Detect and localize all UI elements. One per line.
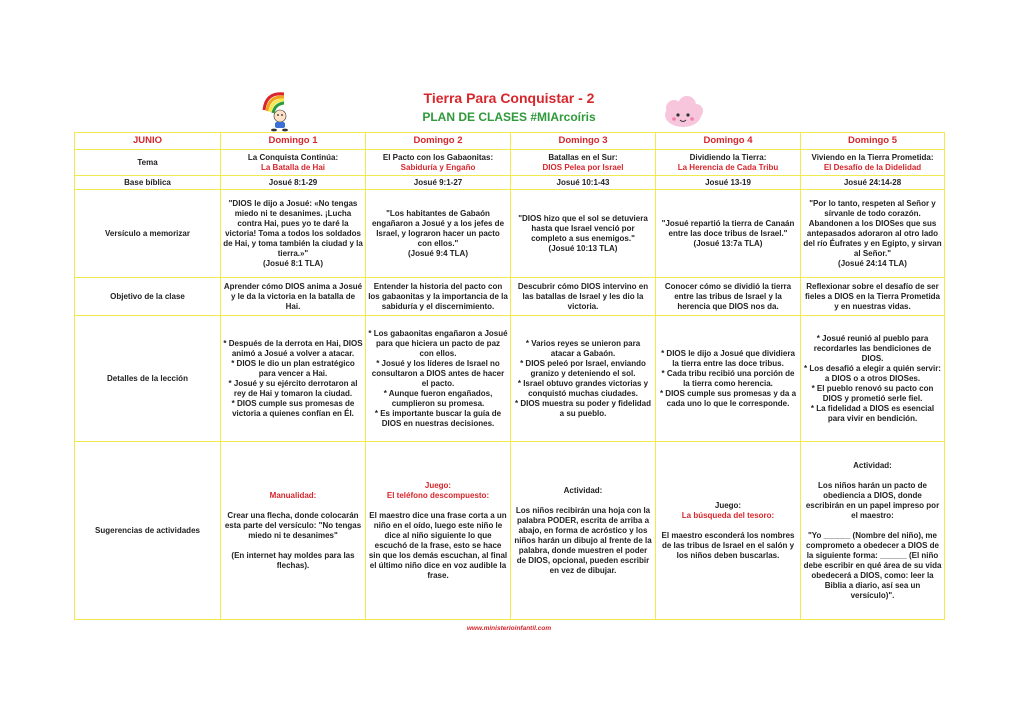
objetivo-cell: Entender la historia del pacto con los gabaonitas y la importancia de la sabiduría y el discernimiento.	[366, 278, 511, 316]
list-item: * Josué reunió al pueblo para recordarles las bendiciones de DIOS.	[813, 333, 932, 363]
row-label-detalles: Detalles de la lección	[75, 316, 221, 442]
objetivo-cell: Reflexionar sobre el desafío de ser fieles a DIOS en la Tierra Prometida y en nuestras vidas.	[801, 278, 945, 316]
list-item: * DIOS peleó por Israel, enviando granizo y deteniendo el sol.	[520, 358, 646, 378]
versiculo-cell	[801, 190, 945, 278]
tema-line2: La Batalla de Hai	[260, 162, 326, 172]
versiculo-text: "DIOS le dijo a Josué: «No tengas miedo ni te desanimes. ¡Lucha contra Hai, pues yo te daré la victoria! Toma a todos los soldados de Hai, y toma también la ciudad y la tierra.»"	[223, 198, 363, 258]
footer-website-link[interactable]: www.ministerioinfantil.com	[466, 625, 552, 632]
row-detalles	[75, 316, 945, 442]
column-header-sunday-3: Domingo 3	[511, 133, 656, 150]
lesson-plan-table	[74, 132, 945, 620]
versiculo-ref: (Josué 10:13 TLA)	[548, 243, 618, 253]
activity-body: El maestro esconderá los nombres de las tribus de Israel en el salón y los niños deben buscarlas.	[661, 530, 795, 560]
sugerencias-cell	[801, 442, 945, 620]
page-title: Tierra Para Conquistar - 2	[423, 90, 595, 106]
list-item: * Los desafió a elegir a quién servir: a DIOS o a otros DIOSes.	[804, 363, 941, 383]
objetivo-cell: Descubrir cómo DIOS intervino en las batallas de Israel y les dio la victoria.	[511, 278, 656, 316]
base-cell: Josué 24:14-28	[801, 176, 945, 190]
versiculo-cell	[656, 190, 801, 278]
activity-body: Crear una flecha, donde colocarán esta parte del versículo: "No tengas miedo ni te desanimes"	[224, 510, 362, 540]
tema-cell	[656, 150, 801, 176]
column-header-sunday-2: Domingo 2	[366, 133, 511, 150]
tema-line1: Dividiendo la Tierra:	[689, 152, 767, 162]
activity-heading: Manualidad:	[269, 490, 317, 500]
sugerencias-cell	[656, 442, 801, 620]
tema-cell	[221, 150, 366, 176]
row-label-versiculo: Versículo a memorizar	[75, 190, 221, 278]
detalles-cell	[511, 316, 656, 442]
lesson-plan-page	[0, 72, 1018, 648]
base-cell: Josué 10:1-43	[511, 176, 656, 190]
sugerencias-cell	[511, 442, 656, 620]
row-label-sugerencias: Sugerencias de actividades	[75, 442, 221, 620]
list-item: * Es importante buscar la guía de DIOS en nuestras decisiones.	[374, 408, 502, 428]
tema-line2: La Herencia de Cada Tribu	[677, 162, 779, 172]
list-item: * La fidelidad a DIOS es esencial para vivir en bendición.	[810, 403, 935, 423]
list-item: * El pueblo renovó su pacto con DIOS y prometió serle fiel.	[811, 383, 934, 403]
list-item: * Israel obtuvo grandes victorias y conquistó muchas ciudades.	[517, 378, 649, 398]
table-header-row	[75, 133, 945, 150]
list-item: * DIOS cumple sus promesas de victoria a quienes confían en Él.	[231, 398, 355, 418]
row-objetivo	[75, 278, 945, 316]
versiculo-cell	[511, 190, 656, 278]
tema-cell	[801, 150, 945, 176]
sugerencias-cell	[221, 442, 366, 620]
tema-line2: El Desafío de la Didelidad	[823, 162, 922, 172]
row-label-tema: Tema	[75, 150, 221, 176]
page-subtitle: PLAN DE CLASES #MIArcoíris	[422, 110, 596, 124]
list-item: * Josué y su ejército derrotaron al rey de Hai y tomaron la ciudad.	[228, 378, 358, 398]
tema-line1: Viviendo en la Tierra Prometida:	[811, 152, 934, 162]
row-sugerencias	[75, 442, 945, 620]
activity-note: (En internet hay moldes para las flechas).	[231, 550, 355, 570]
tema-line1: La Conquista Continúa:	[247, 152, 339, 162]
list-item: * Los gabaonitas engañaron a Josué para que hiciera un pacto de paz con ellos.	[368, 328, 508, 358]
versiculo-cell	[221, 190, 366, 278]
column-header-sunday-5: Domingo 5	[801, 133, 945, 150]
tema-line1: El Pacto con los Gabaonitas:	[382, 152, 494, 162]
activity-subheading: El teléfono descompuesto:	[386, 490, 490, 500]
activity-body: El maestro dice una frase corta a un niño en el oído, luego este niño le dice al niño siguiente lo que escuchó de la frase, esto se hace sin que los demás escuchan, al final el último niño dice en voz audible la frase.	[368, 510, 508, 580]
detalles-cell	[366, 316, 511, 442]
column-header-month: JUNIO	[75, 133, 221, 150]
detalles-cell	[656, 316, 801, 442]
objetivo-cell: Conocer cómo se dividió la tierra entre las tribus de Israel y la herencia que DIOS nos da.	[656, 278, 801, 316]
detalles-cell	[221, 316, 366, 442]
column-header-sunday-4: Domingo 4	[656, 133, 801, 150]
tema-line2: Sabiduría y Engaño	[400, 162, 476, 172]
versiculo-text: "DIOS hizo que el sol se detuviera hasta que Israel venció por completo a sus enemigos."	[518, 213, 648, 243]
list-item: * Varios reyes se unieron para atacar a Gabaón.	[525, 338, 641, 358]
tema-cell	[511, 150, 656, 176]
versiculo-ref: (Josué 9:4 TLA)	[407, 248, 468, 258]
activity-heading: Juego:	[424, 480, 452, 490]
sugerencias-cell	[366, 442, 511, 620]
list-item: * DIOS le dio un plan estratégico para vencer a Hai.	[231, 358, 355, 378]
activity-body: Los niños harán un pacto de obediencia a DIOS, donde escribirán en un papel impreso por el maestro:	[805, 480, 940, 520]
activity-subheading: La búsqueda del tesoro:	[681, 510, 775, 520]
cloud-mascot-icon	[660, 94, 706, 132]
versiculo-cell	[366, 190, 511, 278]
versiculo-text: "Por lo tanto, respeten al Señor y sírvanle de todo corazón. Abandonen a los DIOSes que sus antepasados adoraron al otro lado del río Éufrates y en Egipto, y sirvan al Señor."	[803, 198, 942, 258]
row-label-objetivo: Objetivo de la clase	[75, 278, 221, 316]
header	[0, 80, 1018, 140]
tema-cell	[366, 150, 511, 176]
objetivo-cell: Aprender cómo DIOS anima a Josué y le da la victoria en la batalla de Hai.	[221, 278, 366, 316]
versiculo-text: "Los habitantes de Gabaón engañaron a Josué y a los jefes de Israel, y lograron hacer un pacto con ellos."	[371, 208, 505, 248]
detalles-cell	[801, 316, 945, 442]
list-item: * Después de la derrota en Hai, DIOS animó a Josué a volver a atacar.	[223, 338, 363, 358]
list-item: * DIOS cumple sus promesas y da a cada uno lo que le corresponde.	[659, 388, 797, 408]
versiculo-text: "Josué repartió la tierra de Canaán entre las doce tribus de Israel."	[661, 218, 795, 238]
column-header-sunday-1: Domingo 1	[221, 133, 366, 150]
row-base-biblica	[75, 176, 945, 190]
activity-note: "Yo ______ (Nombre del niño), me comprometo a obedecer a DIOS de la siguiente forma: ______ (El niño debe escribir en qué área de su vida obedecerá a DIOS, como: leer la Biblia a diario, así sea un versículo)".	[803, 530, 942, 600]
tema-line1: Batallas en el Sur:	[548, 152, 618, 162]
versiculo-ref: (Josué 24:14 TLA)	[838, 258, 907, 268]
base-cell: Josué 13-19	[656, 176, 801, 190]
row-label-base-biblica: Base bíblica	[75, 176, 221, 190]
base-cell: Josué 8:1-29	[221, 176, 366, 190]
versiculo-ref: (Josué 8:1 TLA)	[262, 258, 323, 268]
activity-heading: Juego:	[714, 500, 742, 510]
list-item: * Josué y los líderes de Israel no consultaron a DIOS antes de hacer el pacto.	[371, 358, 505, 388]
list-item: * DIOS le dijo a Josué que dividiera la tierra entre las doce tribus.	[661, 348, 795, 368]
list-item: * DIOS muestra su poder y fidelidad a su pueblo.	[514, 398, 652, 418]
activity-heading: Actividad:	[853, 460, 892, 470]
row-tema	[75, 150, 945, 176]
list-item: * Aunque fueron engañados, cumplieron su promesa.	[383, 388, 493, 408]
base-cell: Josué 9:1-27	[366, 176, 511, 190]
versiculo-ref: (Josué 13:7a TLA)	[693, 238, 763, 248]
activity-body: Los niños recibirán una hoja con la palabra PODER, escrita de arriba a abajo, en forma de acróstico y los niños harán un dibujo al frente de la palabra, donde muestren el poder de DIOS, opcional, pueden escribir en vez de dibujar.	[514, 505, 652, 575]
row-versiculo	[75, 190, 945, 278]
list-item: * Cada tribu recibió una porción de la tierra como herencia.	[661, 368, 795, 388]
tema-line2: DIOS Pelea por Israel	[542, 162, 624, 172]
activity-heading: Actividad:	[563, 485, 603, 495]
